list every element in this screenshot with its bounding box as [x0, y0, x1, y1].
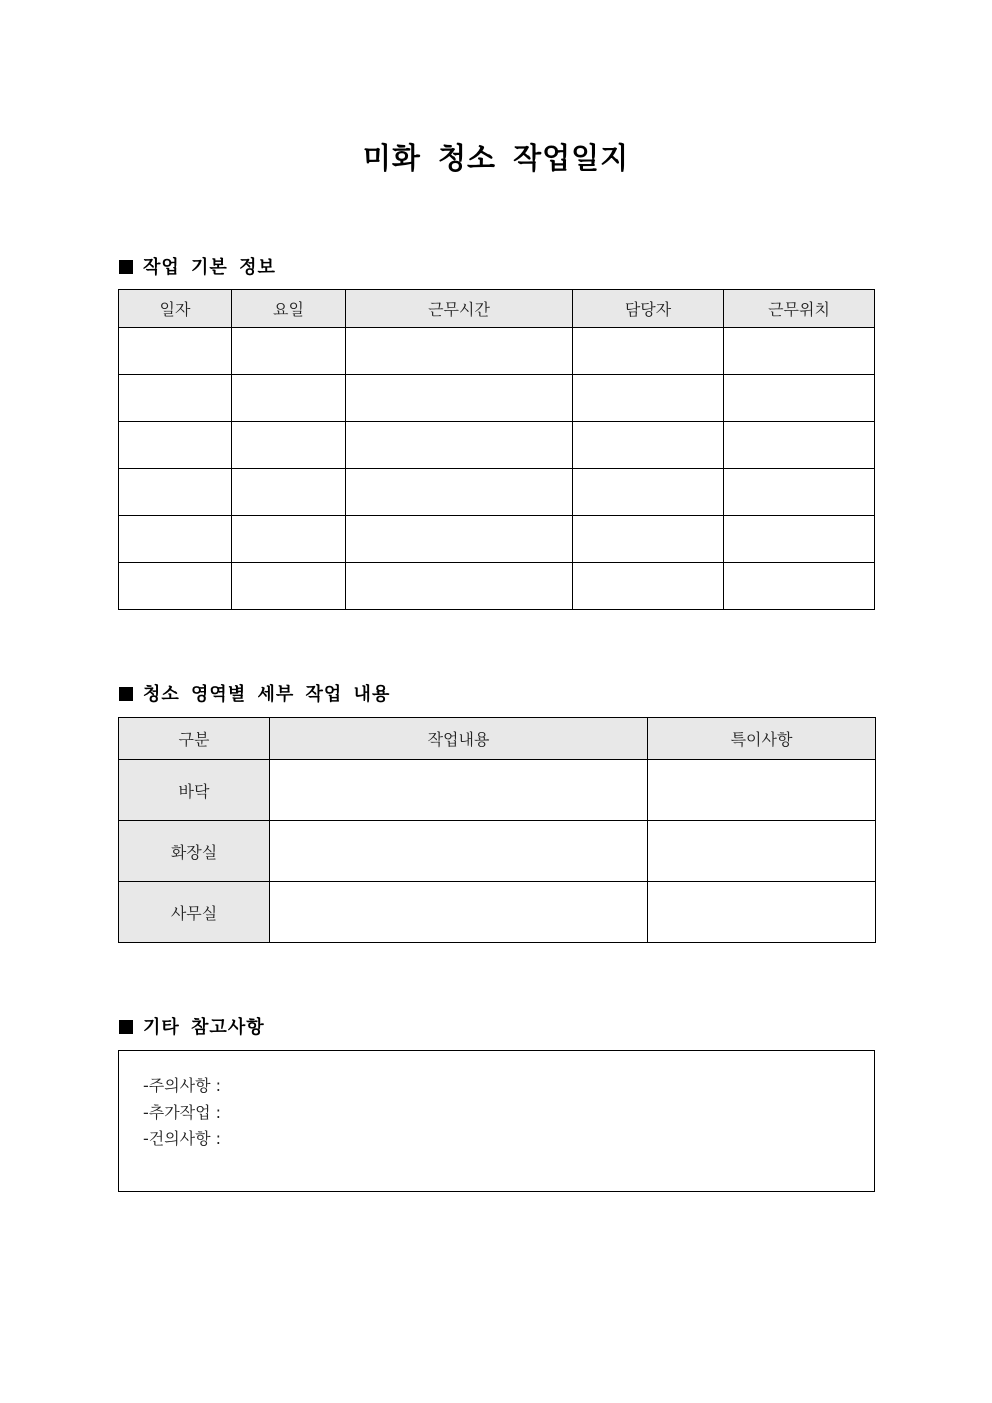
document-title: 미화 청소 작업일지 — [362, 141, 630, 175]
work-hours-cell[interactable] — [346, 422, 573, 469]
column-header-work-location: 근무위치 — [724, 290, 875, 328]
notes-list — [143, 1073, 221, 1153]
table-row — [119, 375, 875, 422]
date-cell[interactable] — [119, 516, 232, 563]
work-hours-cell[interactable] — [346, 469, 573, 516]
work-content-cell[interactable] — [270, 821, 648, 882]
location-cell[interactable] — [724, 375, 875, 422]
column-header-work-hours: 근무시간 — [346, 290, 573, 328]
column-header-day: 요일 — [232, 290, 346, 328]
person-cell[interactable] — [573, 563, 724, 610]
location-cell[interactable] — [724, 328, 875, 375]
table-row — [119, 760, 876, 821]
section-heading-basic-info — [119, 253, 276, 279]
work-hours-cell[interactable] — [346, 328, 573, 375]
table-row — [119, 469, 875, 516]
area-label-office: 사무실 — [119, 882, 270, 943]
date-cell[interactable] — [119, 328, 232, 375]
column-header-date: 일자 — [119, 290, 232, 328]
date-cell[interactable] — [119, 563, 232, 610]
date-cell[interactable] — [119, 375, 232, 422]
day-cell[interactable] — [232, 328, 346, 375]
square-bullet-icon — [119, 1020, 133, 1034]
column-header-person-in-charge: 담당자 — [573, 290, 724, 328]
date-cell[interactable] — [119, 469, 232, 516]
section-heading-label: 작업 기본 정보 — [143, 257, 276, 278]
person-cell[interactable] — [573, 328, 724, 375]
square-bullet-icon — [119, 687, 133, 701]
day-cell[interactable] — [232, 422, 346, 469]
remarks-cell[interactable] — [648, 760, 876, 821]
day-cell[interactable] — [232, 375, 346, 422]
location-cell[interactable] — [724, 469, 875, 516]
column-header-remarks: 특이사항 — [648, 718, 876, 760]
table-header-row — [119, 290, 875, 328]
work-content-cell[interactable] — [270, 882, 648, 943]
person-cell[interactable] — [573, 469, 724, 516]
table-row — [119, 563, 875, 610]
section-heading-label: 청소 영역별 세부 작업 내용 — [143, 684, 391, 705]
work-hours-cell[interactable] — [346, 375, 573, 422]
section-heading-label: 기타 참고사항 — [143, 1017, 265, 1038]
day-cell[interactable] — [232, 516, 346, 563]
day-cell[interactable] — [232, 469, 346, 516]
table-row — [119, 422, 875, 469]
table-row — [119, 328, 875, 375]
table-row — [119, 516, 875, 563]
column-header-work-content: 작업내용 — [270, 718, 648, 760]
remarks-cell[interactable] — [648, 821, 876, 882]
square-bullet-icon — [119, 260, 133, 274]
basic-info-table — [118, 289, 875, 610]
location-cell[interactable] — [724, 563, 875, 610]
column-header-category: 구분 — [119, 718, 270, 760]
location-cell[interactable] — [724, 422, 875, 469]
note-item-additional-work: -추가작업 : — [143, 1102, 222, 1122]
person-cell[interactable] — [573, 375, 724, 422]
other-notes-box[interactable] — [118, 1050, 875, 1192]
work-content-cell[interactable] — [270, 760, 648, 821]
note-item-cautions: -주의사항 : — [143, 1076, 222, 1095]
note-item-suggestions: -건의사항 : — [143, 1129, 222, 1148]
table-row — [119, 821, 876, 882]
section-heading-area-details — [119, 680, 390, 706]
work-hours-cell[interactable] — [346, 516, 573, 563]
area-details-table — [118, 717, 876, 943]
person-cell[interactable] — [573, 516, 724, 563]
remarks-cell[interactable] — [648, 882, 876, 943]
date-cell[interactable] — [119, 422, 232, 469]
area-label-restroom: 화장실 — [119, 821, 270, 882]
table-header-row — [119, 718, 876, 760]
area-label-floor: 바닥 — [119, 760, 270, 821]
day-cell[interactable] — [232, 563, 346, 610]
section-heading-other-notes — [119, 1013, 265, 1039]
person-cell[interactable] — [573, 422, 724, 469]
work-hours-cell[interactable] — [346, 563, 573, 610]
table-row — [119, 882, 876, 943]
location-cell[interactable] — [724, 516, 875, 563]
